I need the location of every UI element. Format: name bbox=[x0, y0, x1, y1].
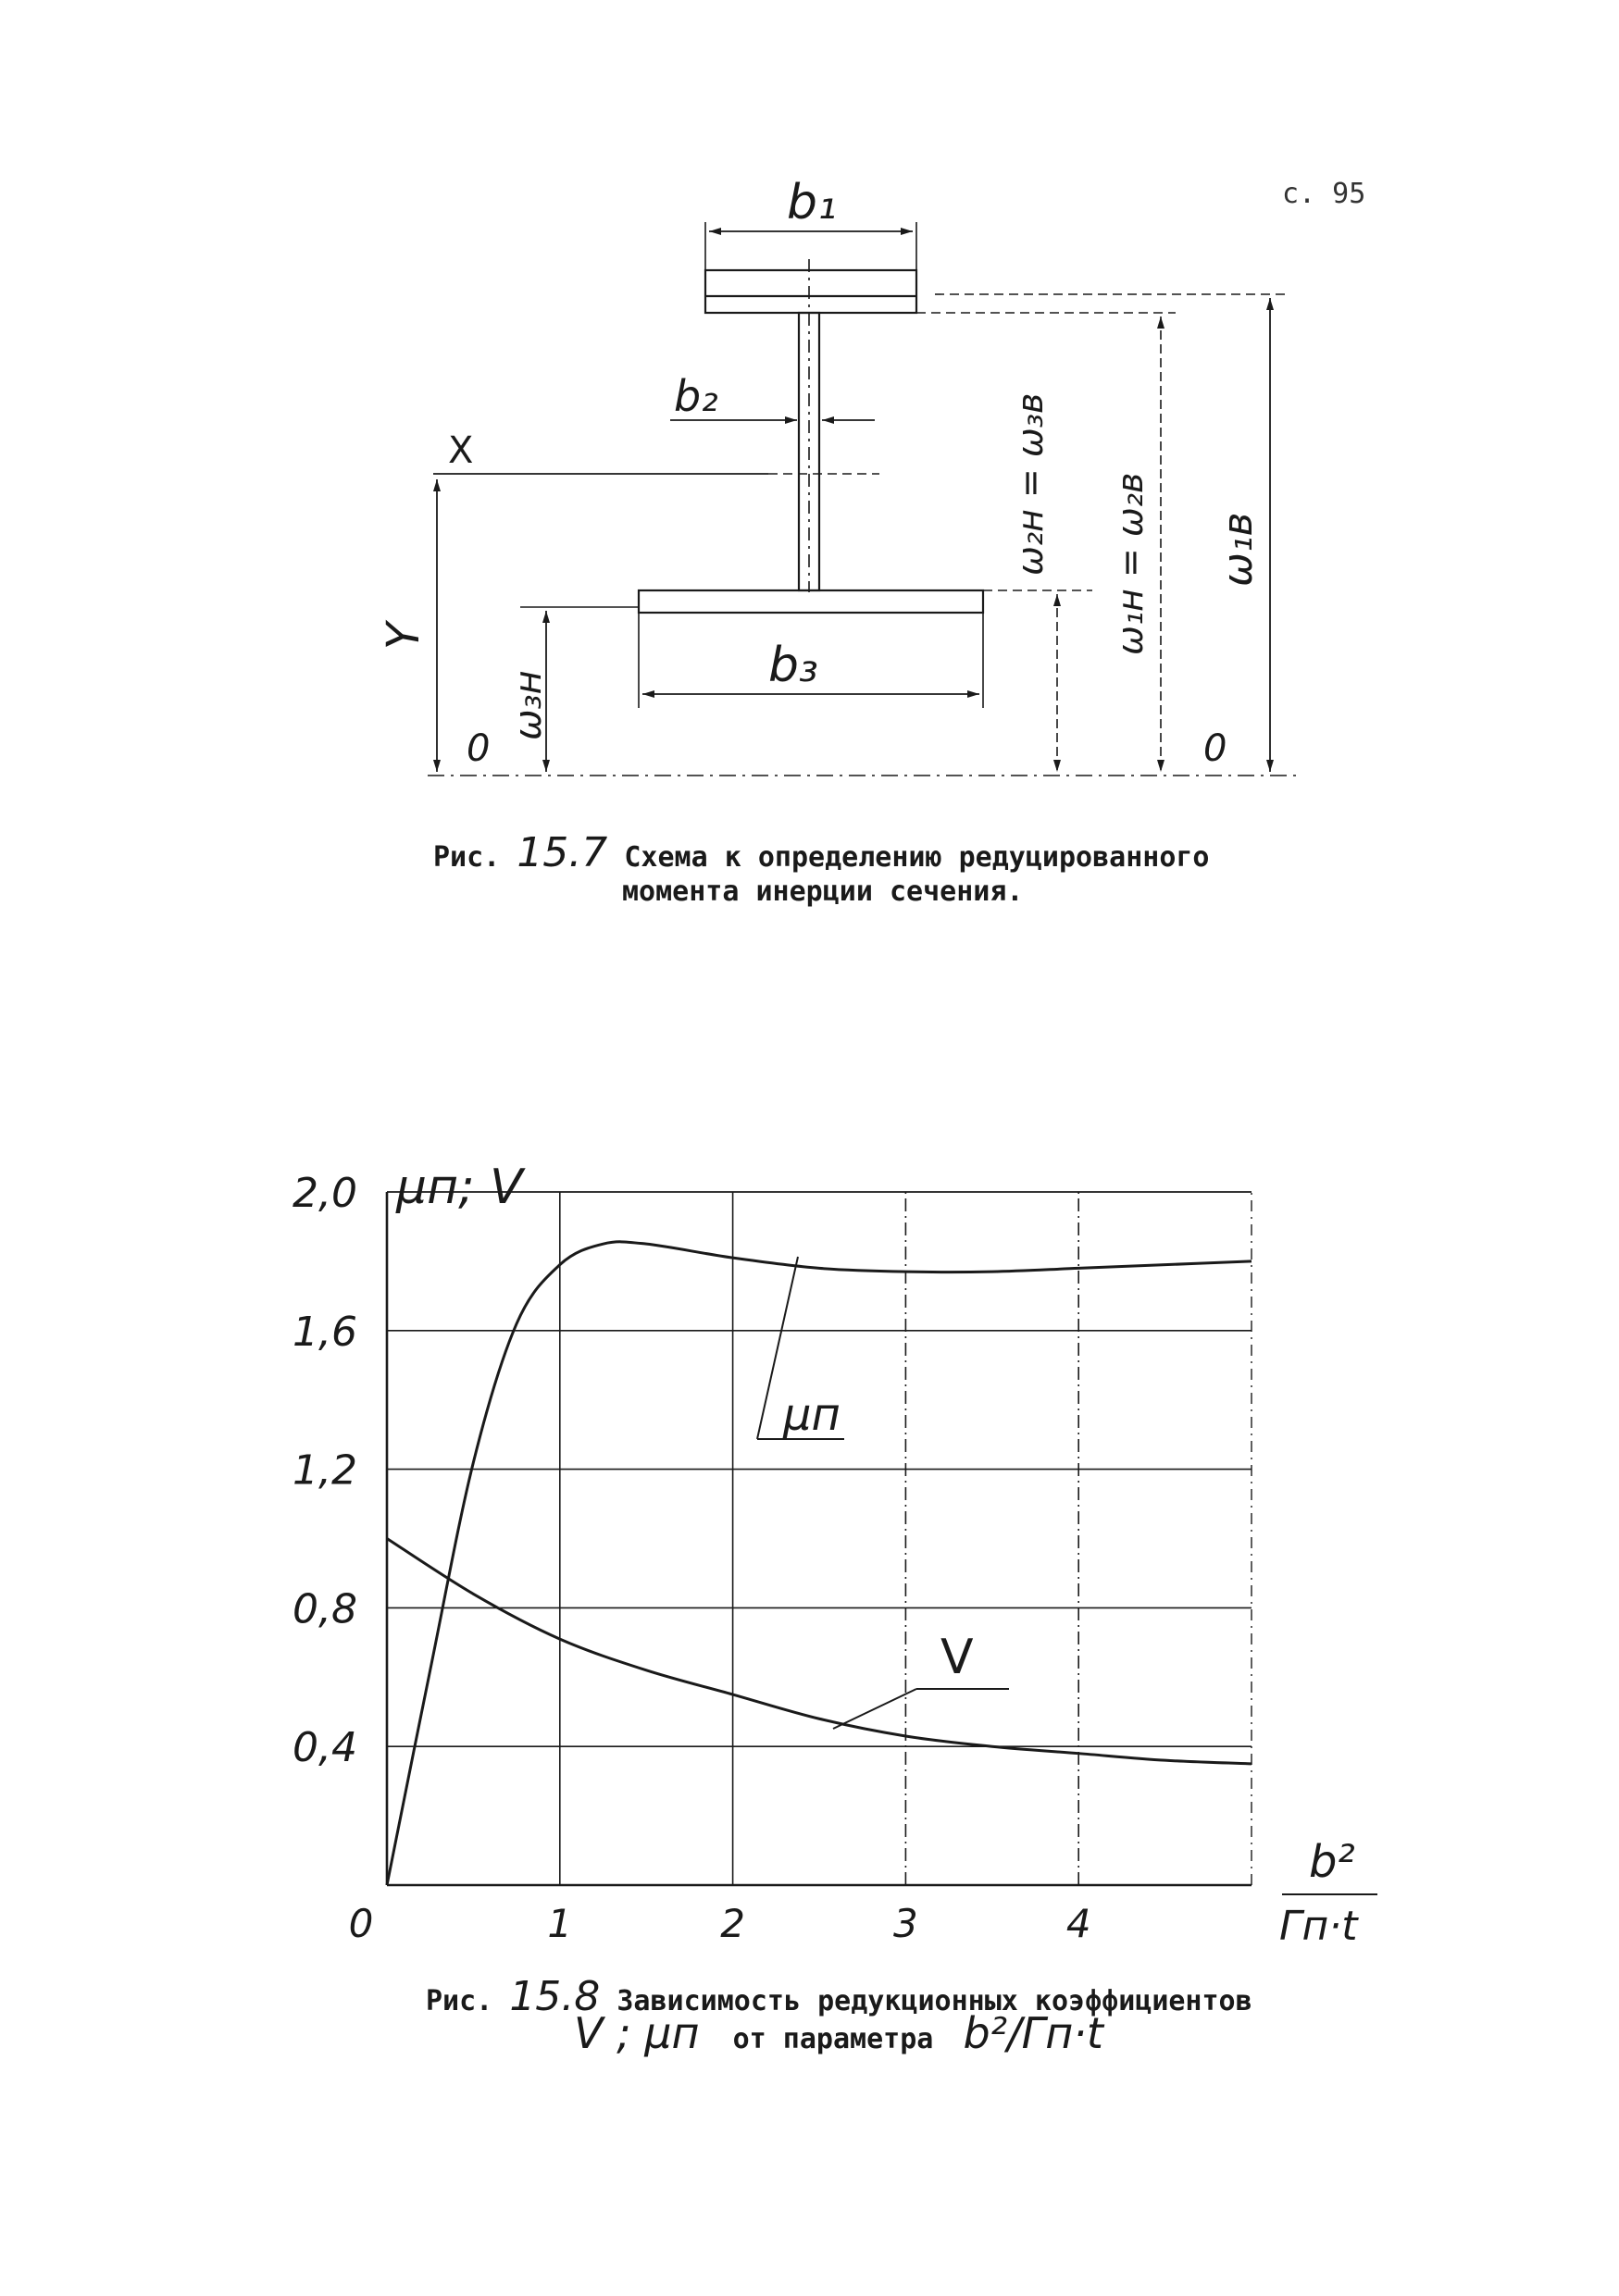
caption-symbols-2: b²/Гп·t bbox=[963, 2008, 1103, 2058]
label-w1n-w2v: ω₁н = ω₂в bbox=[1110, 472, 1151, 655]
caption-symbols-1: V ; μп bbox=[574, 2008, 700, 2058]
label-y-dimension: Y bbox=[378, 622, 430, 650]
x-tick-label: 0 bbox=[348, 1901, 374, 1946]
label-zero-left: 0 bbox=[467, 727, 491, 770]
figure-15-7-caption bbox=[433, 829, 1210, 876]
caption-number: 15.7 bbox=[517, 829, 608, 876]
caption-middle: от параметра bbox=[732, 2023, 934, 2055]
label-w1v: ω₁в bbox=[1214, 512, 1262, 587]
web bbox=[799, 313, 819, 590]
label-b3: b₃ bbox=[768, 638, 818, 693]
page-number: с. 95 bbox=[1282, 178, 1366, 210]
figure-15-7-caption-line-2: момента инерции сечения. bbox=[622, 875, 1024, 908]
x-tick-label: 1 bbox=[547, 1901, 573, 1946]
figure-15-8-caption-line-2 bbox=[574, 2008, 1103, 2058]
x-tick-label: 3 bbox=[893, 1901, 918, 1946]
y-tick-label: 2,0 bbox=[293, 1170, 357, 1217]
curve-label-mu: μп bbox=[783, 1389, 841, 1441]
y-axis-title: μп; V bbox=[396, 1160, 523, 1215]
label-w2n-w3v: ω₂н = ω₃в bbox=[1010, 392, 1051, 576]
y-tick-label: 0,4 bbox=[293, 1724, 357, 1772]
series-line-mu-n bbox=[387, 1242, 1252, 1885]
y-tick-label: 1,6 bbox=[293, 1308, 357, 1356]
caption-number: 15.8 bbox=[509, 1973, 601, 2020]
caption-line-1: Зависимость редукционных коэффициентов bbox=[616, 1985, 1252, 2017]
caption-prefix: Рис. bbox=[426, 1985, 493, 2017]
label-zero-right: 0 bbox=[1203, 727, 1227, 770]
y-tick-label: 1,2 bbox=[293, 1446, 357, 1495]
label-w3n: ω₃н bbox=[507, 670, 550, 740]
series-line-v bbox=[387, 1539, 1252, 1764]
curve-label-v: V bbox=[940, 1630, 974, 1685]
x-tick-label: 2 bbox=[720, 1901, 745, 1946]
caption-prefix: Рис. bbox=[433, 841, 501, 874]
bottom-flange bbox=[639, 590, 983, 613]
x-axis-title-denominator: Гп·t bbox=[1279, 1903, 1358, 1950]
label-x-axis: X bbox=[448, 429, 474, 472]
y-tick-label: 0,8 bbox=[293, 1585, 357, 1633]
label-b1: b₁ bbox=[787, 175, 837, 230]
top-flange bbox=[705, 270, 916, 313]
caption-line-1: Схема к определению редуцированного bbox=[624, 841, 1210, 874]
x-tick-label: 4 bbox=[1065, 1901, 1091, 1946]
label-b2: b₂ bbox=[674, 371, 718, 421]
x-axis-title-numerator: b² bbox=[1309, 1836, 1355, 1888]
